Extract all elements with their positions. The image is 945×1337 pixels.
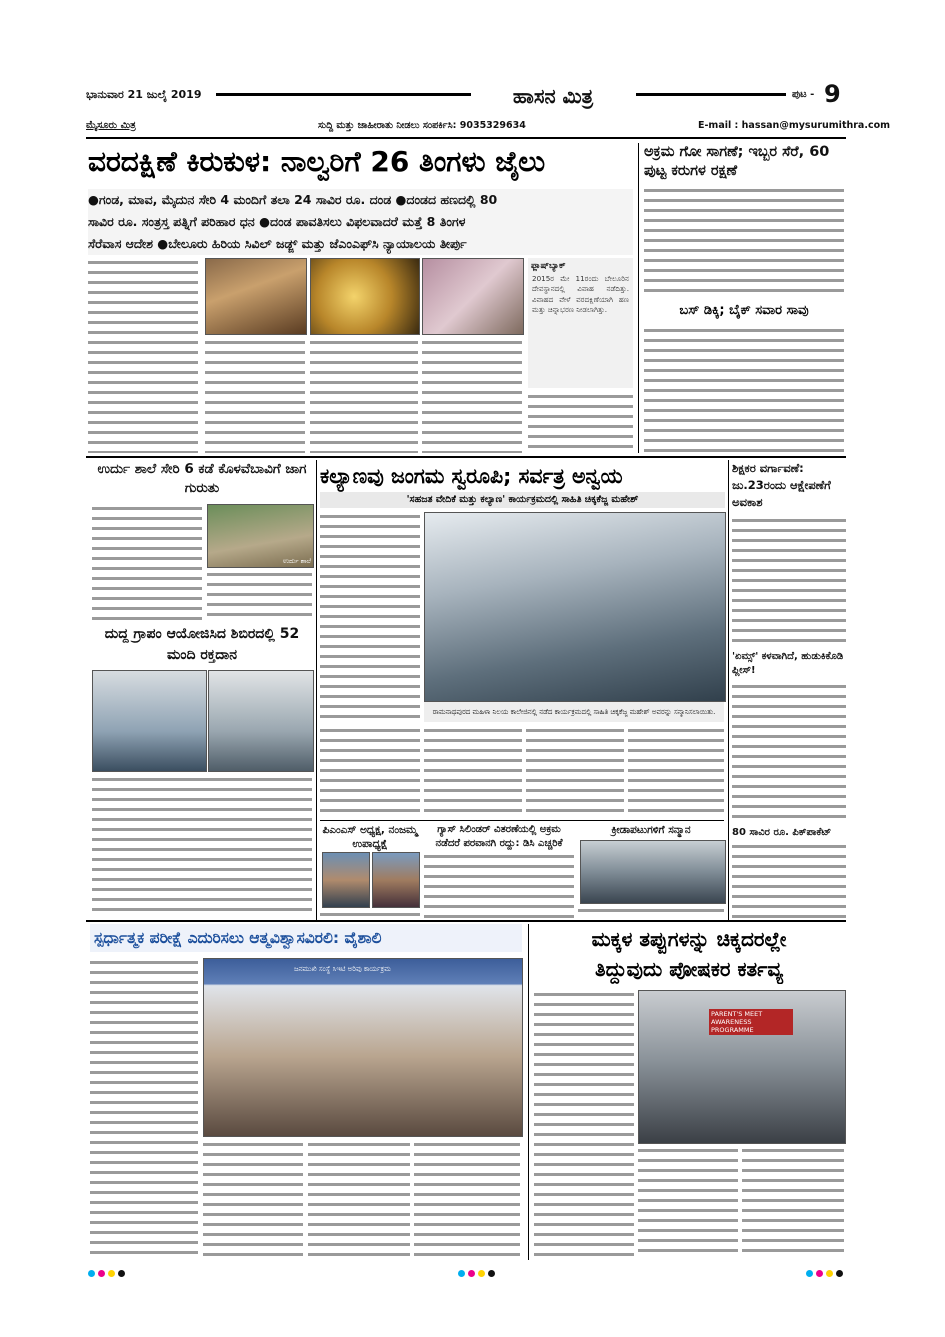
gavel-photo [205,258,307,335]
kalyana-headline: ಕಲ್ಯಾಣವು ಜಂಗಮ ಸ್ವರೂಪಿ; ಸರ್ವತ್ರ ಅನ್ವಯ [320,464,623,488]
blood-headline: ದುದ್ದ ಗ್ರಾಪಂ ಆಯೋಜಿಸಿದ ಶಿಬಿರದಲ್ಲಿ 52 ಮಂದಿ ರಕ್ತದಾನ [104,626,300,663]
pickpocket-text [732,842,846,918]
registration-marks-center [458,1262,498,1281]
sports-text [578,906,724,918]
blood-camp-photo-2 [208,670,314,772]
lead-text-col-4 [422,338,522,453]
lead-bullet-3: ಸೆರೆವಾಸ ಆದೇಶ ●ಬೇಲೂರು ಹಿರಿಯ ಸಿವಿಲ್ ಜಡ್ಜ್ ಮತ್ತು ಜೆಎಂಎಫ್‌ಸಿ ನ್ಯಾಯಾಲಯ ತೀರ್ಪು [88,236,467,251]
urdu-text-right [207,570,312,622]
blood-text [92,775,312,918]
issue-date: ಭಾನುವಾರ 21 ಜುಲೈ 2019 [86,88,202,101]
pickpocket-headline: 80 ಸಾವಿರ ರೂ. ಪಿಕ್‌ಪಾಕೆಟ್ [732,827,832,838]
lead-text-col-3 [310,338,418,453]
page-label: ಪುಟ - [792,89,815,100]
children-text-col-3 [742,1146,844,1258]
children-headline-2: ತಿದ್ದುವುದು ಪೋಷಕರ ಕರ್ತವ್ಯ [594,957,784,981]
publisher-name: ಮೈಸೂರು ಮಿತ್ರ [86,120,136,131]
aims-text [732,682,846,822]
cattle-headline: ಅಕ್ರಮ ಗೋ ಸಾಗಣೆ; ಇಬ್ಬರ ಸೆರೆ, 60 ಪುಟ್ಟ ಕರುಗಳ ರಕ್ಷಣೆ [644,144,830,179]
kalyana-subheadline: 'ಸಹಜತ ವೇದಿಕೆ ಮತ್ತು ಕಲ್ಯಾಣ' ಕಾರ್ಯಕ್ರಮದಲ್ಲಿ ಸಾಹಿತಿ ಚಿಕ್ಕಕೆಜ್ಜ ಮಹೇಶ್ [320,492,725,508]
flashback-text: 2015ರ ಮೇ 11ರಂದು ಬೇಲೂರಿನ ದೇವಸ್ಥಾನದಲ್ಲಿ ವಿವಾಹ ನಡೆದಿತ್ತು. ವಿವಾಹದ ವೇಳೆ ವರದಕ್ಷಿಣೆಯಾಗಿ ಹಣ ಮತ್ತು ಚಿನ್ನಾಭರಣ ನೀಡಲಾಗಿತ್ತು. [532,274,629,315]
exam-event-photo [203,958,523,1137]
kalyana-caption: ರಾಮನಾಥಪುರದ ಮಹಿಳಾ ನಿಲಯ ಕಾಲೇಜಿನಲ್ಲಿ ನಡೆದ ಕಾರ್ಯಕ್ರಮದಲ್ಲಿ ಸಾಹಿತಿ ಚಿಕ್ಕಕೆಜ್ಜ ಮಹೇಶ್ ಅವರನ್ನು ಸನ್ಮಾನಿಸಲಾಯಿತು. [424,702,724,722]
lead-bullet-2: ಸಾವಿರ ರೂ. ಸಂತ್ರಸ್ತ ಪತ್ನಿಗೆ ಪರಿಹಾರ ಧನ ●ದಂಡ ಪಾವತಿಸಲು ವಿಫಲವಾದರೆ ಮತ್ತೆ 8 ತಿಂಗಳ [88,214,466,229]
registration-marks-left [88,1262,128,1281]
email: E-mail : hassan@mysurumithra.com [698,120,891,131]
lead-bullet-1: ●ಗಂಡ, ಮಾವ, ಮೈದುನ ಸೇರಿ 4 ಮಂದಿಗೆ ತಲಾ 24 ಸಾವಿರ ರೂ. ದಂಡ ●ದಂಡದ ಹಣದಲ್ಲಿ 80 [88,192,498,207]
pims-headline: ಪಿಎಂಎಸ್ ಅಧ್ಯಕ್ಷ, ನಂಜಮ್ಮ ಉಪಾಧ್ಯಕ್ಷೆ [322,824,418,850]
page-number: 9 [824,80,841,108]
exam-text-col-4 [414,1140,520,1258]
aims-headline: 'ಏಮ್ಸ್' ಕಳವಾಗಿದೆ, ಹುಡುಕಿಕೊಡಿ ಪ್ಲೀಸ್! [732,651,844,676]
lead-text-col-5 [528,392,633,453]
cattle-story-text [644,186,844,296]
masthead-title: ಹಾಸನ ಮಿತ್ರ [512,84,594,108]
teacher-transfer-text [732,516,846,646]
pims-text [320,910,420,918]
exam-text-col-1 [90,958,198,1258]
masthead [86,80,891,134]
gas-text [424,852,574,918]
registration-marks-right [806,1262,846,1281]
teacher-transfer-headline: ಶಿಕ್ಷಕರ ವರ್ಗಾವಣೆ: ಜು.23ರಂದು ಆಕ್ಷೇಪಣೆಗೆ ಅವಕಾಶ [732,461,831,509]
kalyana-photo [424,512,726,702]
parents-meet-photo [638,990,846,1144]
bus-accident-text [644,326,844,453]
lead-headline: ವರದಕ್ಷಿಣೆ ಕಿರುಕುಳ: ನಾಲ್ವರಿಗೆ 26 ತಿಂಗಳು ಜೈಲು [88,145,546,178]
children-text-col-1 [534,990,634,1258]
children-text-col-2 [638,1146,738,1258]
lead-text-col-2 [205,338,305,453]
lead-text-col-1 [88,258,198,453]
exam-headline: ಸ್ಪರ್ಧಾತ್ಮಕ ಪರೀಕ್ಷೆ ಎದುರಿಸಲು ಆತ್ಮವಿಶ್ವಾಸವಿರಲಿ: ವೈಶಾಲಿ [94,929,382,947]
parents-meet-sign: PARENT'S MEET AWARENESS PROGRAMME [709,1009,793,1035]
kalyana-text-col-4 [526,726,624,818]
bus-accident-headline: ಬಸ್ ಡಿಕ್ಕಿ; ಬೈಕ್ ಸವಾರ ಸಾವು [679,303,809,318]
vice-president-portrait [372,852,420,908]
cash-photo [422,258,524,335]
exam-banner-text: ಜನಮುಖಿ ಸಂಸ್ಥೆ ಸಿಇಟಿ ಅರಿವು ಕಾರ್ಯಕ್ರಮ [294,965,391,973]
sports-headline: ಕ್ರೀಡಾಪಟುಗಳಿಗೆ ಸನ್ಮಾನ [611,824,691,836]
exam-headline-bar [90,924,522,952]
urdu-text-left [92,504,202,622]
exam-text-col-2 [203,1140,303,1258]
urdu-headline: ಉರ್ದು ಶಾಲೆ ಸೇರಿ 6 ಕಡೆ ಕೊಳವೆಬಾವಿಗೆ ಜಾಗ ಗುರುತು [97,461,307,496]
kalyana-text-col-5 [628,726,724,818]
kalyana-text-col-3 [424,726,522,818]
president-portrait [322,852,370,908]
lead-bullets [88,189,633,255]
blood-camp-photo-1 [92,670,207,772]
gold-jewellery-photo [310,258,420,335]
kalyana-text-col-1 [320,512,420,722]
contact-line: ಸುದ್ದಿ ಮತ್ತು ಜಾಹೀರಾತು ನೀಡಲು ಸಂಪರ್ಕಿಸಿ: 9035329634 [318,120,526,131]
borewell-photo [207,504,314,568]
sports-felicitation-photo [580,840,726,904]
borewell-photo-caption: ಉರ್ದು ಶಾಲೆ [282,557,311,565]
gas-headline: ಗ್ಯಾಸ್ ಸಿಲಿಂಡರ್ ವಿತರಣೆಯಲ್ಲಿ ಅಕ್ರಮ ನಡೆದರೆ ಪರವಾನಗಿ ರದ್ದು: ಡಿಸಿ ಎಚ್ಚರಿಕೆ [435,824,563,849]
flashback-box [528,258,633,388]
kalyana-text-col-2 [320,726,420,818]
flashback-title: ಫ್ಲಾಷ್‌ಬ್ಯಾಕ್ [531,261,566,271]
exam-text-col-3 [308,1140,410,1258]
children-headline-1: ಮಕ್ಕಳ ತಪ್ಪುಗಳನ್ನು ಚಿಕ್ಕದರಲ್ಲೇ [591,927,787,951]
